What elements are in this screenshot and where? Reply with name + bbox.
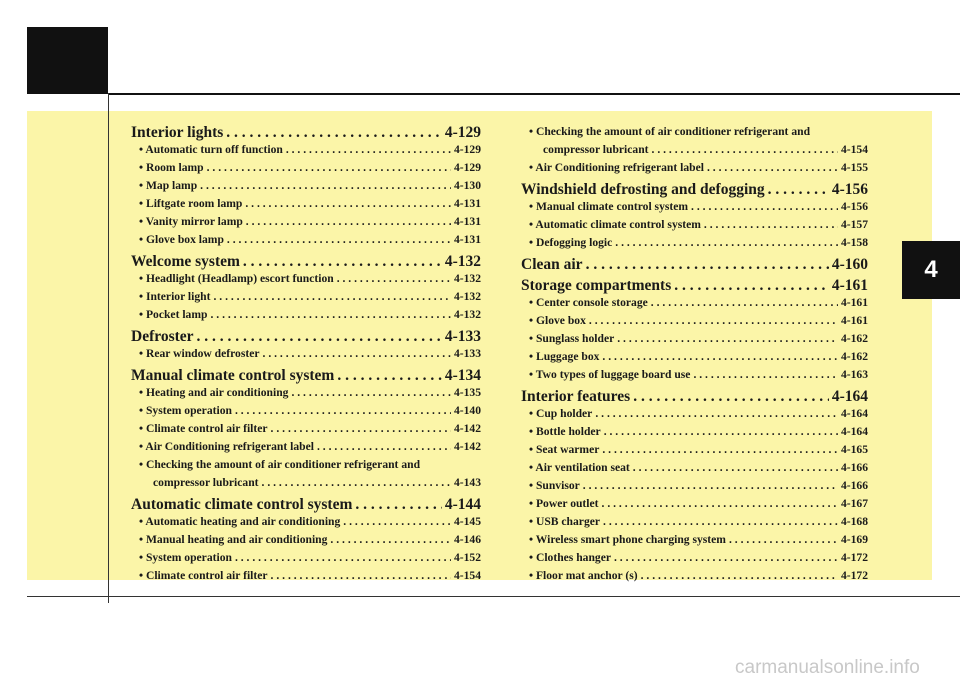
dot-leader [615, 235, 838, 250]
dot-leader [651, 295, 838, 310]
toc-entry-title: • Manual heating and air conditioning [139, 533, 328, 546]
toc-section-heading[interactable] [521, 277, 868, 295]
toc-entry[interactable] [521, 568, 868, 586]
toc-entry-title: Welcome system [131, 253, 240, 270]
toc-entry[interactable] [521, 217, 868, 235]
toc-page-number: 4-154 [453, 569, 481, 582]
dot-leader [235, 550, 451, 565]
toc-page-number: 4-133 [453, 347, 481, 360]
toc-page-number: 4-172 [840, 551, 868, 564]
toc-entry[interactable] [521, 514, 868, 532]
dot-leader [768, 181, 829, 198]
toc-entry-title: • Bottle holder [529, 425, 601, 438]
toc-entry-title: • Rear window defroster [139, 347, 260, 360]
toc-entry-title: • Glove box [529, 314, 586, 327]
toc-entry-title: • Automatic climate control system [529, 218, 701, 231]
toc-entry[interactable] [521, 331, 868, 349]
toc-entry-title: • System operation [139, 551, 232, 564]
toc-section-heading[interactable] [521, 388, 868, 406]
toc-page-number: 4-172 [840, 569, 868, 582]
toc-entry[interactable] [131, 289, 481, 307]
toc-section-heading[interactable] [521, 181, 868, 199]
toc-entry[interactable] [521, 496, 868, 514]
toc-entry-title: • Air ventilation seat [529, 461, 630, 474]
toc-entry[interactable] [131, 232, 481, 250]
toc-entry[interactable] [521, 295, 868, 313]
dot-leader [197, 328, 442, 345]
dot-leader [641, 568, 838, 583]
dot-leader [227, 232, 451, 247]
dot-leader [617, 331, 838, 346]
toc-entry-title: • Two types of luggage board use [529, 368, 691, 381]
toc-page-number: 4-133 [444, 328, 481, 345]
toc-entry-wrapped[interactable]: • Checking the amount of air conditioner refrigerant and [529, 125, 811, 138]
dot-leader [213, 289, 450, 304]
toc-page-number: 4-160 [831, 256, 868, 273]
toc-section-heading[interactable] [131, 253, 481, 271]
toc-section-heading[interactable] [131, 328, 481, 346]
toc-entry-title: • Center console storage [529, 296, 648, 309]
toc-entry-title: • Sunvisor [529, 479, 580, 492]
toc-entry-title: • Air Conditioning refrigerant label [529, 161, 704, 174]
dot-leader [355, 496, 441, 513]
dot-leader [602, 496, 838, 511]
dot-leader [207, 160, 451, 175]
toc-entry-title: Interior lights [131, 124, 224, 141]
toc-page-number: 4-168 [840, 515, 868, 528]
toc-page-number: 4-140 [453, 404, 481, 417]
footer-rule [27, 596, 960, 597]
toc-entry-title: • Power outlet [529, 497, 599, 510]
toc-entry[interactable] [131, 178, 481, 196]
toc-entry[interactable] [131, 142, 481, 160]
toc-page-number: 4-130 [453, 179, 481, 192]
toc-entry-title: • Manual climate control system [529, 200, 689, 213]
toc-entry-title: compressor lubricant [153, 476, 259, 489]
toc-entry-title: • Room lamp [139, 161, 204, 174]
dot-leader [603, 514, 838, 529]
toc-entry[interactable] [521, 478, 868, 496]
toc-entry-title: • USB charger [529, 515, 601, 528]
toc-entry[interactable] [131, 439, 481, 457]
toc-page-number: 4-157 [840, 218, 868, 231]
dot-leader [589, 313, 838, 328]
toc-entry[interactable] [131, 385, 481, 403]
dot-leader [245, 196, 451, 211]
toc-section-heading[interactable] [131, 367, 481, 385]
toc-section-heading[interactable] [131, 496, 481, 514]
dot-leader [652, 142, 838, 157]
header-black-block [27, 27, 108, 94]
dot-leader [200, 178, 451, 193]
toc-entry[interactable] [521, 424, 868, 442]
toc-page-number: 4-132 [453, 308, 481, 321]
dot-leader [286, 142, 451, 157]
toc-entry-title: Automatic climate control system [131, 496, 353, 513]
toc-entry-title: Storage compartments [521, 277, 672, 294]
dot-leader [614, 550, 838, 565]
toc-entry-title: • System operation [139, 404, 232, 417]
toc-entry-title: • Air Conditioning refrigerant label [139, 440, 314, 453]
toc-entry[interactable] [521, 442, 868, 460]
dot-leader [343, 514, 451, 529]
dot-leader [604, 424, 838, 439]
toc-page-number: 4-166 [840, 461, 868, 474]
toc-page-number: 4-131 [453, 215, 481, 228]
dot-leader [693, 367, 837, 382]
toc-section-heading[interactable] [131, 124, 481, 142]
toc-page-number: 4-132 [444, 253, 481, 270]
toc-entry[interactable] [131, 160, 481, 178]
toc-entry-title: Clean air [521, 256, 583, 273]
dot-leader [271, 568, 451, 583]
toc-entry[interactable] [521, 532, 868, 550]
toc-entry[interactable] [131, 514, 481, 532]
toc-page-number: 4-134 [444, 367, 481, 384]
toc-page-number: 4-144 [444, 496, 481, 513]
toc-page-number: 4-164 [840, 407, 868, 420]
toc-page-number: 4-162 [840, 332, 868, 345]
toc-entry[interactable] [131, 214, 481, 232]
toc-entry-title: • Glove box lamp [139, 233, 224, 246]
toc-entry-title: • Automatic heating and air conditioning [139, 515, 341, 528]
toc-page-number: 4-152 [453, 551, 481, 564]
dot-leader [633, 388, 829, 405]
dot-leader [330, 532, 451, 547]
margin-vertical-rule [108, 93, 109, 603]
toc-entry-title: • Seat warmer [529, 443, 600, 456]
toc-entry[interactable] [521, 160, 868, 178]
toc-entry-title: • Heating and air conditioning [139, 386, 289, 399]
toc-page-number: 4-161 [840, 296, 868, 309]
toc-page-number: 4-162 [840, 350, 868, 363]
dot-leader [602, 442, 838, 457]
toc-page-number: 4-129 [453, 161, 481, 174]
dot-leader [337, 271, 451, 286]
toc-page-number: 4-165 [840, 443, 868, 456]
toc-entry-title: • Defogging logic [529, 236, 613, 249]
toc-page-number: 4-156 [840, 200, 868, 213]
toc-entry[interactable] [521, 199, 868, 217]
dot-leader [210, 307, 450, 322]
toc-entry[interactable] [521, 367, 868, 385]
dot-leader [271, 421, 451, 436]
toc-entry[interactable] [521, 142, 868, 160]
toc-page-number: 4-146 [453, 533, 481, 546]
toc-entry[interactable] [131, 271, 481, 289]
dot-leader [262, 475, 451, 490]
toc-page-number: 4-143 [453, 476, 481, 489]
watermark: carmanualsonline.info [735, 657, 920, 678]
dot-leader [704, 217, 838, 232]
toc-entry-title: Defroster [131, 328, 194, 345]
dot-leader [317, 439, 451, 454]
toc-entry[interactable] [521, 349, 868, 367]
toc-page-number: 4-131 [453, 197, 481, 210]
toc-entry[interactable] [521, 235, 868, 253]
dot-leader [707, 160, 838, 175]
toc-entry[interactable] [131, 568, 481, 586]
toc-page-number: 4-131 [453, 233, 481, 246]
dot-leader [586, 256, 829, 273]
toc-entry-title: • Cup holder [529, 407, 593, 420]
toc-entry-title: • Automatic turn off function [139, 143, 283, 156]
toc-page-number: 4-166 [840, 479, 868, 492]
toc-page-number: 4-135 [453, 386, 481, 399]
dot-leader [729, 532, 838, 547]
toc-entry-title: Manual climate control system [131, 367, 335, 384]
toc-page-number: 4-145 [453, 515, 481, 528]
dot-leader [633, 460, 838, 475]
toc-page-number: 4-142 [453, 440, 481, 453]
toc-page-number: 4-155 [840, 161, 868, 174]
toc-entry-title: • Luggage box [529, 350, 600, 363]
toc-entry-title: • Floor mat anchor (s) [529, 569, 638, 582]
toc-entry[interactable] [131, 550, 481, 568]
toc-entry-title: • Wireless smart phone charging system [529, 533, 726, 546]
dot-leader [337, 367, 441, 384]
toc-page-number: 4-167 [840, 497, 868, 510]
toc-entry-title: • Interior light [139, 290, 211, 303]
toc-entry-title: Interior features [521, 388, 631, 405]
dot-leader [595, 406, 838, 421]
toc-entry-title: Windshield defrosting and defogging [521, 181, 765, 198]
toc-entry-title: • Liftgate room lamp [139, 197, 243, 210]
toc-entry-wrapped[interactable]: • Checking the amount of air conditioner refrigerant and [139, 458, 421, 471]
toc-page-number: 4-129 [444, 124, 481, 141]
header-rule [108, 93, 960, 95]
dot-leader [226, 124, 442, 141]
toc-entry[interactable] [521, 550, 868, 568]
toc-left-column [131, 124, 481, 586]
toc-entry[interactable] [131, 403, 481, 421]
toc-entry[interactable] [131, 196, 481, 214]
dot-leader [235, 403, 451, 418]
dot-leader [583, 478, 838, 493]
toc-entry[interactable] [131, 307, 481, 325]
toc-entry-title: compressor lubricant [543, 143, 649, 156]
toc-page-number: 4-158 [840, 236, 868, 249]
toc-entry-title: • Map lamp [139, 179, 198, 192]
toc-entry-title: • Pocket lamp [139, 308, 208, 321]
toc-entry[interactable] [521, 460, 868, 478]
toc-entry[interactable] [131, 421, 481, 439]
toc-page-number: 4-154 [840, 143, 868, 156]
chapter-tab[interactable]: 4 [902, 241, 960, 299]
toc-page-number: 4-132 [453, 272, 481, 285]
toc-entry-title: • Clothes hanger [529, 551, 611, 564]
dot-leader [246, 214, 451, 229]
toc-entry-title: • Vanity mirror lamp [139, 215, 243, 228]
toc-page-number: 4-161 [831, 277, 868, 294]
toc-page-number: 4-132 [453, 290, 481, 303]
dot-leader [291, 385, 450, 400]
toc-right-column [521, 124, 868, 586]
toc-entry[interactable] [521, 313, 868, 331]
toc-page-number: 4-164 [831, 388, 868, 405]
toc-entry-title: • Headlight (Headlamp) escort function [139, 272, 334, 285]
toc-entry[interactable] [131, 346, 481, 364]
toc-entry[interactable] [131, 475, 481, 493]
toc-page-number: 4-163 [840, 368, 868, 381]
toc-page-number: 4-164 [840, 425, 868, 438]
toc-entry-title: • Sunglass holder [529, 332, 615, 345]
dot-leader [602, 349, 838, 364]
dot-leader [691, 199, 838, 214]
toc-page-number: 4-161 [840, 314, 868, 327]
toc-entry-title: • Climate control air filter [139, 422, 268, 435]
toc-entry[interactable] [131, 532, 481, 550]
toc-entry-title: • Climate control air filter [139, 569, 268, 582]
toc-page-number: 4-156 [831, 181, 868, 198]
toc-page-number: 4-142 [453, 422, 481, 435]
toc-entry[interactable] [521, 406, 868, 424]
dot-leader [243, 253, 442, 270]
toc-page-number: 4-129 [453, 143, 481, 156]
toc-page-number: 4-169 [840, 533, 868, 546]
toc-section-heading[interactable] [521, 256, 868, 274]
dot-leader [674, 277, 829, 294]
dot-leader [263, 346, 451, 361]
